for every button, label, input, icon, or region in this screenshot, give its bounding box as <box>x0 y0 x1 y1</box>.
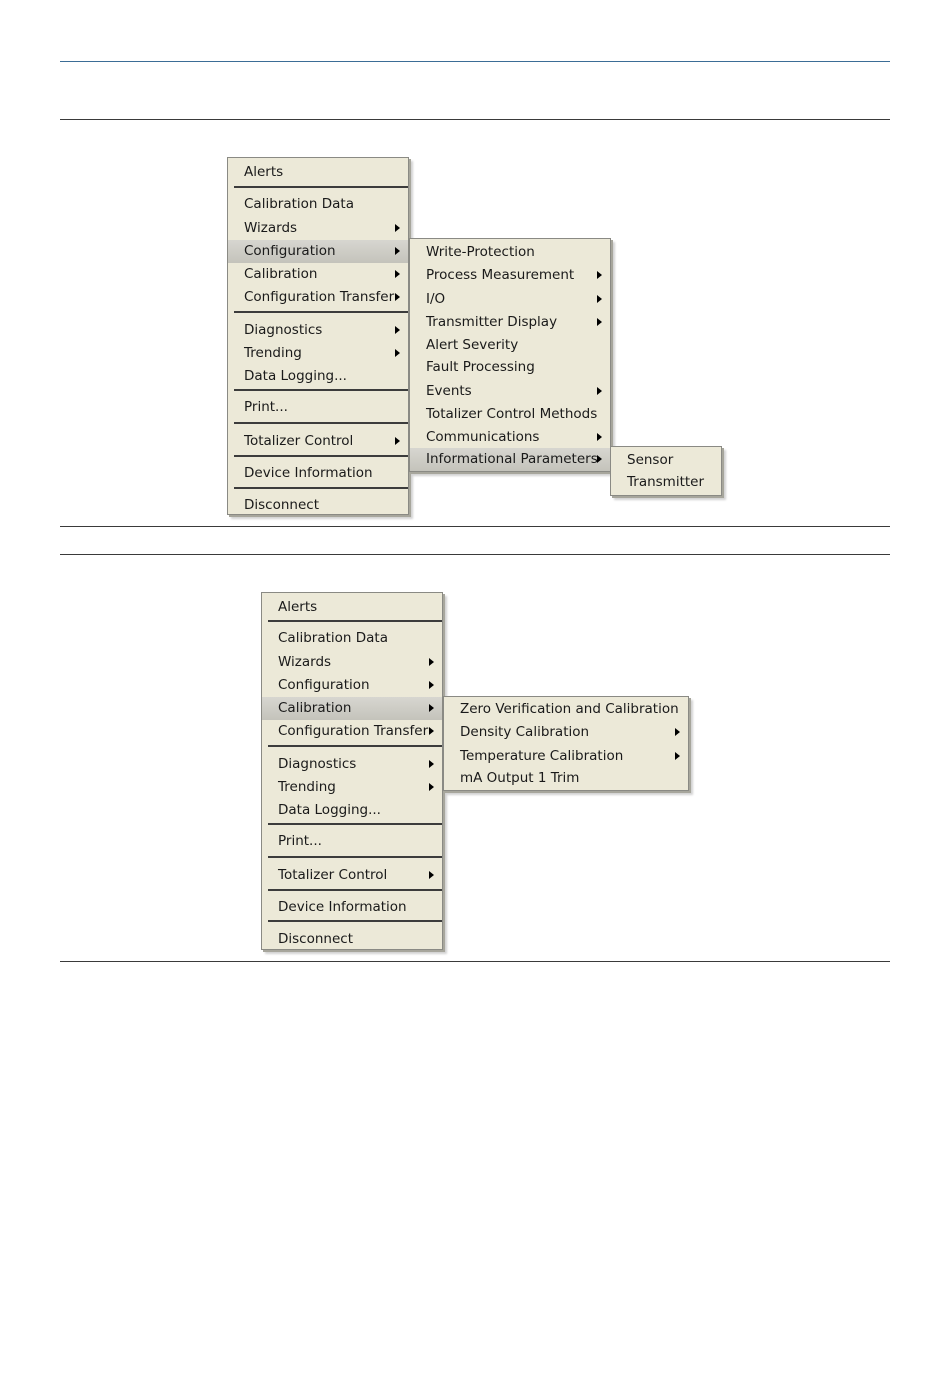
menu-separator <box>268 620 442 622</box>
figure1-bottom-rule <box>60 526 890 527</box>
menu-item-transmitter-display[interactable] <box>410 311 610 334</box>
submenu-arrow-icon <box>597 295 602 303</box>
menu-item-totalizer-control[interactable] <box>228 430 408 453</box>
menu-separator <box>234 389 408 391</box>
menu-item-wizards[interactable] <box>228 217 408 240</box>
menu-item-label: Process Measurement <box>426 267 575 283</box>
submenu-arrow-icon <box>429 783 434 791</box>
submenu-arrow-icon <box>597 433 602 441</box>
menu-item-label: Transmitter Display <box>426 314 558 330</box>
context-menu-main <box>261 592 443 950</box>
menu-item-print[interactable] <box>228 396 408 419</box>
menu-item-label: Totalizer Control Methods <box>426 406 598 422</box>
menu-item-label: Disconnect <box>278 931 353 947</box>
menu-item-label: Events <box>426 383 472 399</box>
menu-item-label: Wizards <box>278 654 332 670</box>
menu-separator <box>234 455 408 457</box>
menu-item-label: Configuration <box>278 677 370 693</box>
menu-item-communications[interactable] <box>410 426 610 449</box>
submenu-arrow-icon <box>675 752 680 760</box>
menu-item-totalizer-control-methods[interactable] <box>410 403 610 426</box>
menu-item-label: Totalizer Control <box>244 433 354 449</box>
menu-item-device-information[interactable] <box>262 896 442 919</box>
menu-item-label: Configuration Transfer <box>244 289 395 305</box>
menu-item-ma-output-trim[interactable] <box>444 767 688 790</box>
menu-item-process-measurement[interactable] <box>410 264 610 287</box>
menu-item-data-logging[interactable] <box>228 365 408 388</box>
submenu-arrow-icon <box>395 437 400 445</box>
menu-item-fault-processing[interactable] <box>410 356 610 379</box>
menu-item-label: Communications <box>426 429 540 445</box>
menu-item-label: Temperature Calibration <box>460 748 624 764</box>
figure2-top-rule <box>60 554 890 555</box>
submenu-arrow-icon <box>395 349 400 357</box>
informational-parameters-submenu <box>610 446 722 496</box>
menu-item-label: Fault Processing <box>426 359 535 375</box>
context-menu-main <box>227 157 409 515</box>
menu-item-label: Diagnostics <box>278 756 357 772</box>
menu-item-device-information[interactable] <box>228 462 408 485</box>
menu-item-label: Configuration Transfer <box>278 723 429 739</box>
menu-item-trending[interactable] <box>262 776 442 799</box>
menu-item-label: Print... <box>244 399 288 415</box>
menu-item-io[interactable] <box>410 288 610 311</box>
submenu-arrow-icon <box>429 760 434 768</box>
menu-item-events[interactable] <box>410 380 610 403</box>
menu-item-calibration[interactable] <box>262 697 442 720</box>
menu-separator <box>268 920 442 922</box>
menu-item-label: Informational Parameters <box>426 451 598 467</box>
menu-separator <box>234 487 408 489</box>
configuration-submenu <box>409 238 611 472</box>
menu-item-alerts[interactable] <box>262 596 442 619</box>
menu-separator <box>234 311 408 313</box>
menu-separator <box>268 889 442 891</box>
submenu-arrow-icon <box>429 658 434 666</box>
menu-item-transmitter[interactable] <box>611 471 721 494</box>
menu-item-sensor[interactable] <box>611 449 721 472</box>
menu-item-label: Data Logging... <box>278 802 381 818</box>
menu-item-label: Data Logging... <box>244 368 347 384</box>
menu-item-label: Transmitter <box>627 474 705 490</box>
menu-item-label: Alert Severity <box>426 337 519 353</box>
menu-item-label: Calibration <box>244 266 318 282</box>
menu-item-label: Calibration <box>278 700 352 716</box>
submenu-arrow-icon <box>395 224 400 232</box>
menu-item-calibration[interactable] <box>228 263 408 286</box>
menu-item-label: mA Output 1 Trim <box>460 770 580 786</box>
submenu-arrow-icon <box>597 271 602 279</box>
menu-item-label: Configuration <box>244 243 336 259</box>
menu-item-label: Zero Verification and Calibration <box>460 701 679 717</box>
calibration-submenu <box>443 696 689 791</box>
submenu-arrow-icon <box>597 387 602 395</box>
menu-item-alerts[interactable] <box>228 161 408 184</box>
menu-item-diagnostics[interactable] <box>228 319 408 342</box>
menu-item-label: Sensor <box>627 452 674 468</box>
menu-item-label: Wizards <box>244 220 298 236</box>
submenu-arrow-icon <box>597 455 602 463</box>
menu-item-alert-severity[interactable] <box>410 334 610 357</box>
submenu-arrow-icon <box>395 270 400 278</box>
menu-item-calibration-data[interactable] <box>228 193 408 216</box>
menu-item-label: Calibration Data <box>244 196 354 212</box>
submenu-arrow-icon <box>675 728 680 736</box>
menu-item-disconnect[interactable] <box>262 928 442 951</box>
menu-item-label: I/O <box>426 291 446 307</box>
submenu-arrow-icon <box>395 326 400 334</box>
menu-item-configuration-transfer[interactable] <box>228 286 408 309</box>
submenu-arrow-icon <box>429 871 434 879</box>
menu-item-label: Disconnect <box>244 497 319 513</box>
menu-separator <box>234 422 408 424</box>
menu-item-data-logging[interactable] <box>262 799 442 822</box>
menu-item-label: Device Information <box>244 465 373 481</box>
submenu-arrow-icon <box>429 704 434 712</box>
submenu-arrow-icon <box>597 318 602 326</box>
menu-item-label: Totalizer Control <box>278 867 388 883</box>
menu-item-disconnect[interactable] <box>228 494 408 517</box>
menu-item-label: Write-Protection <box>426 244 535 260</box>
figure1-top-rule <box>60 119 890 120</box>
menu-item-write-protection[interactable] <box>410 241 610 264</box>
menu-item-temperature-calibration[interactable] <box>444 745 688 768</box>
menu-item-label: Calibration Data <box>278 630 388 646</box>
menu-item-label: Device Information <box>278 899 407 915</box>
submenu-arrow-icon <box>429 681 434 689</box>
menu-separator <box>268 745 442 747</box>
menu-item-trending[interactable] <box>228 342 408 365</box>
header-rule <box>60 61 890 62</box>
menu-item-label: Alerts <box>244 164 284 180</box>
menu-item-label: Print... <box>278 833 322 849</box>
menu-separator <box>268 856 442 858</box>
menu-item-configuration[interactable] <box>228 240 408 263</box>
menu-item-calibration-data[interactable] <box>262 627 442 650</box>
menu-item-diagnostics[interactable] <box>262 753 442 776</box>
figure2-bottom-rule <box>60 961 890 962</box>
submenu-arrow-icon <box>429 727 434 735</box>
menu-separator <box>268 823 442 825</box>
menu-item-label: Trending <box>278 779 336 795</box>
menu-item-label: Alerts <box>278 599 318 615</box>
menu-item-totalizer-control[interactable] <box>262 864 442 887</box>
menu-item-zero-verification[interactable] <box>444 698 688 721</box>
menu-item-configuration-transfer[interactable] <box>262 720 442 743</box>
menu-item-wizards[interactable] <box>262 651 442 674</box>
submenu-arrow-icon <box>395 293 400 301</box>
menu-item-label: Diagnostics <box>244 322 323 338</box>
menu-item-print[interactable] <box>262 830 442 853</box>
menu-item-informational-parameters[interactable] <box>410 448 610 471</box>
submenu-arrow-icon <box>395 247 400 255</box>
menu-item-configuration[interactable] <box>262 674 442 697</box>
menu-item-label: Trending <box>244 345 302 361</box>
menu-item-label: Density Calibration <box>460 724 590 740</box>
menu-item-density-calibration[interactable] <box>444 721 688 744</box>
menu-separator <box>234 186 408 188</box>
